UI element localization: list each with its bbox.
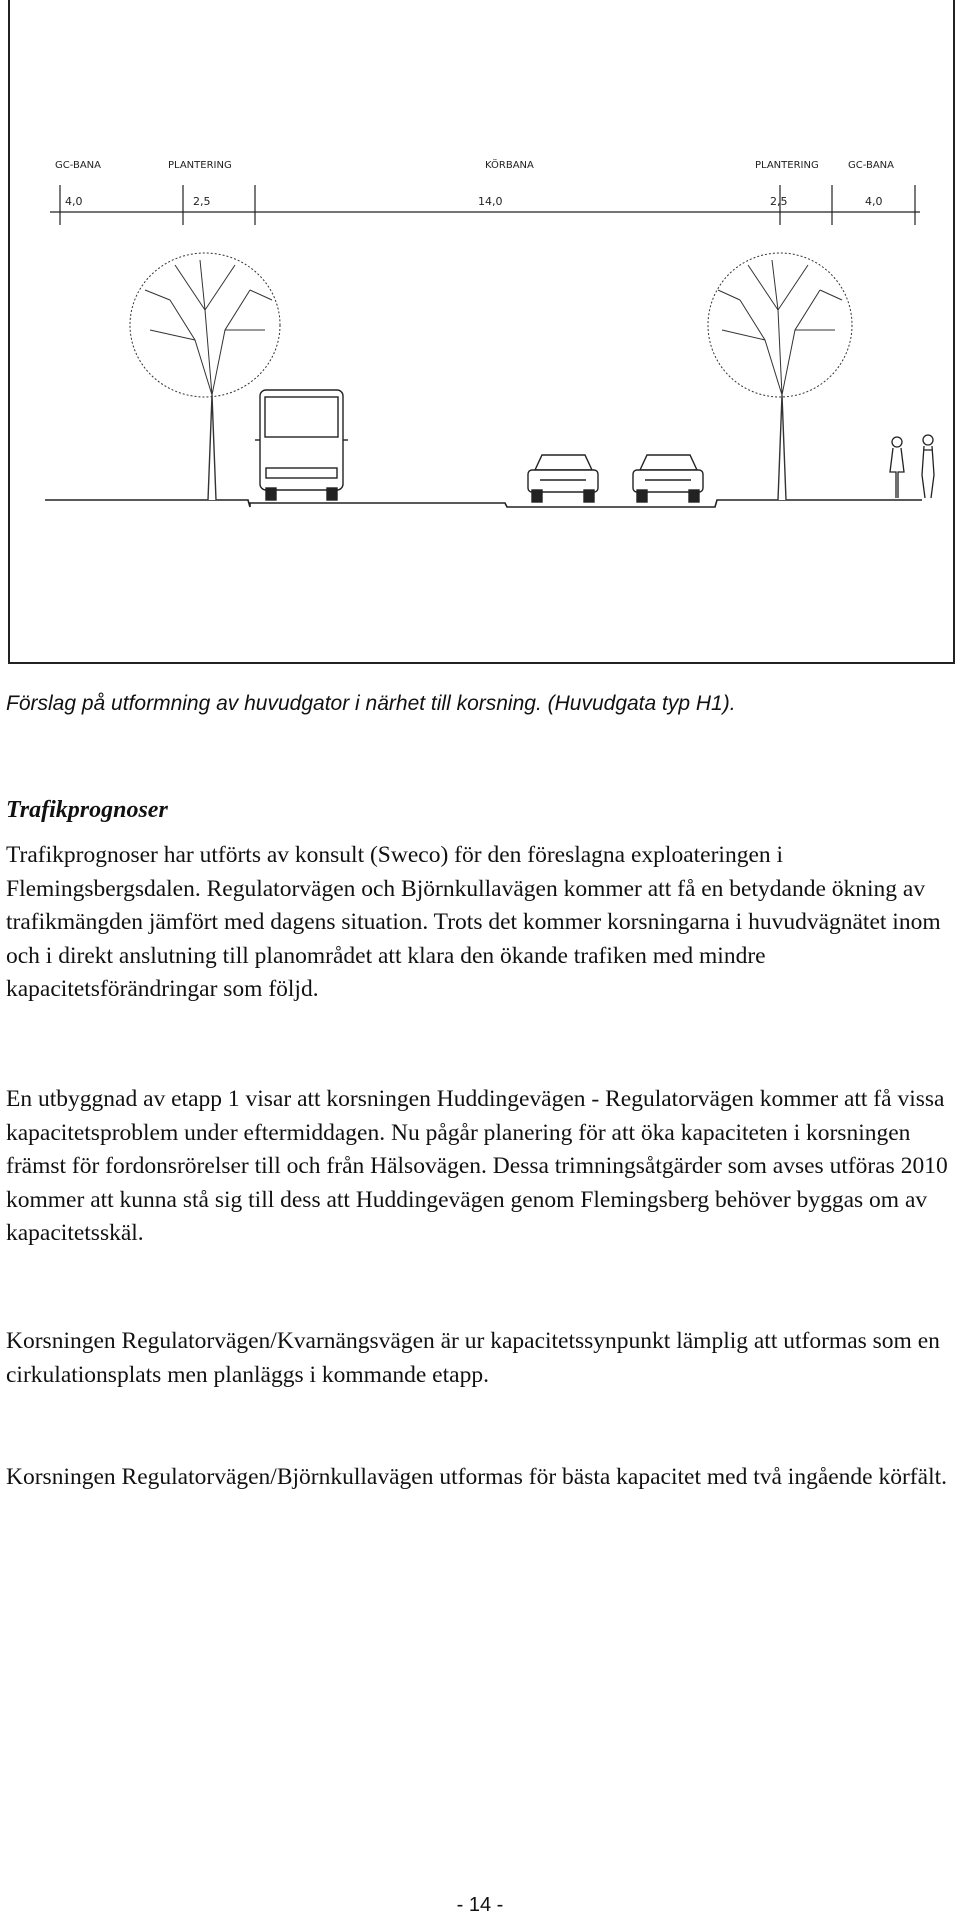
dim-plant-right: 2,5 — [770, 195, 788, 208]
label-plantering-left: PLANTERING — [168, 160, 232, 171]
pedestrians-icon — [890, 435, 934, 498]
ground-line — [45, 500, 922, 507]
paragraph-3: Korsningen Regulatorvägen/Kvarnängsvägen är ur kapacitetssynpunkt lämplig att utformas som en cirkulationsplats men planläggs i kommande etapp. — [6, 1328, 940, 1388]
street-cross-section-figure — [8, 0, 955, 664]
paragraph-4: Korsningen Regulatorvägen/Björnkullavägen utformas för bästa kapacitet med två ingående körfält. — [6, 1464, 947, 1490]
page-number: - 14 - — [456, 1894, 504, 1916]
bus-icon — [255, 390, 348, 500]
dim-gc-left: 4,0 — [65, 195, 83, 208]
tree-right-icon — [708, 253, 852, 500]
dim-gc-right: 4,0 — [865, 195, 883, 208]
paragraph-1: Trafikprognoser har utförts av konsult (Sweco) för den föreslagna exploateringen i Flemingsbergsdalen. Regulatorvägen och Björnkullavägen kommer att få en betydande ökning av trafikmängden jämfört med dagens situation. Trots det kommer korsningarna i huvudvägnätet inom och i direkt anslutning till planområdet att klara den ökande trafiken med mindre kapacitetsförändringar som följd. — [6, 842, 941, 1002]
paragraph-2: En utbyggnad av etapp 1 visar att korsningen Huddingevägen - Regulatorvägen kommer att få vissa kapacitetsproblem under eftermiddagen. Nu pågår planering för att öka kapaciteten i korsningen främst för fordonsrörelser till och från Hälsovägen. Dessa trimningsåtgärder som avses utföras 2010 kommer att kunna stå sig till dess att Huddingevägen genom Flemingsberg behöver byggas om av kapacitetsskäl. — [6, 1086, 948, 1246]
dim-road: 14,0 — [478, 195, 503, 208]
figure-caption: Förslag på utformning av huvudgator i närhet till korsning. (Huvudgata typ H1). — [6, 692, 736, 715]
car-2-icon — [633, 455, 703, 502]
cross-section-drawing — [10, 0, 957, 664]
label-korbana: KÖRBANA — [485, 160, 534, 171]
section-heading: Trafikprognoser — [6, 797, 168, 823]
tree-left-icon — [130, 253, 280, 500]
label-plantering-right: PLANTERING — [755, 160, 819, 171]
car-1-icon — [528, 455, 598, 502]
label-gc-bana-left: GC-BANA — [55, 160, 102, 171]
dim-plant-left: 2,5 — [193, 195, 211, 208]
label-gc-bana-right: GC-BANA — [848, 160, 895, 171]
